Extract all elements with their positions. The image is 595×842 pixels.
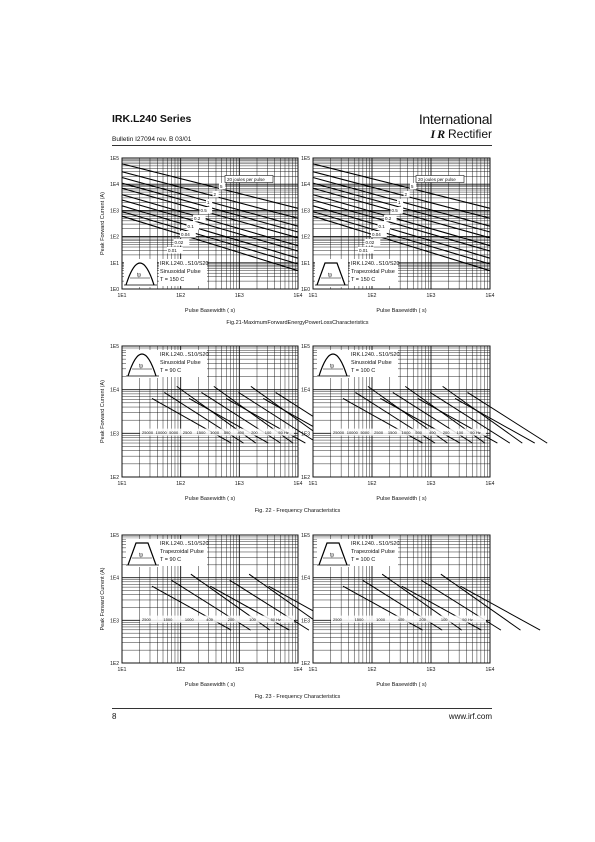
x-tick-label: 1E2 xyxy=(367,481,377,487)
x-tick-label: 1E1 xyxy=(308,481,318,487)
website-link[interactable]: www.irf.com xyxy=(448,712,492,721)
x-tick-label: 1E2 xyxy=(176,667,186,673)
frequency-label: 5000 xyxy=(169,430,179,436)
frequency-label: 50 Hz xyxy=(270,617,282,623)
x-tick-label: 1E4 xyxy=(293,667,303,673)
frequency-label: 400 xyxy=(237,430,245,436)
pulse-waveform-icon xyxy=(126,539,159,567)
y-tick-label: 1E3 xyxy=(301,618,310,625)
y-tick-label: 1E0 xyxy=(301,287,310,293)
y-tick-label: 1E4 xyxy=(301,387,310,394)
frequency-label: 2500 xyxy=(182,430,192,436)
annotation-text: T = 90 C xyxy=(160,557,182,563)
x-tick-label: 1E3 xyxy=(234,667,244,673)
x-tick-label: 1E1 xyxy=(117,481,127,487)
frequency-label: 1000 xyxy=(376,617,386,623)
x-axis-label: Pulse Basewidth ( s) xyxy=(376,682,427,688)
pulse-label: tp xyxy=(328,272,333,279)
curve-label: 0.1 xyxy=(378,224,385,229)
annotation-text: T = 100 C xyxy=(351,368,376,374)
pulse-label: tp xyxy=(137,272,142,279)
frequency-label: 200 xyxy=(419,617,426,623)
x-tick-label: 1E4 xyxy=(485,481,495,487)
annotation-text: Trapezoidal Pulse xyxy=(160,549,204,555)
brand-name: International xyxy=(418,111,492,127)
annotation-text: Trapezoidal Pulse xyxy=(351,269,395,275)
annotation-text: Sinusoidal Pulse xyxy=(351,360,392,366)
annotation-text: IRK.L240...S10/S20 xyxy=(160,352,209,358)
x-axis-label: Pulse Basewidth ( s) xyxy=(184,496,236,502)
pulse-waveform-icon xyxy=(126,350,159,378)
footer-rule xyxy=(112,708,492,709)
x-axis-label: Pulse Basewidth ( s) xyxy=(184,682,236,688)
curve-label: 0.04 xyxy=(181,232,190,237)
curve-label: 0.01 xyxy=(168,248,177,253)
x-tick-label: 1E1 xyxy=(308,293,318,299)
y-tick-label: 1E4 xyxy=(110,182,119,189)
curve-label: 5 xyxy=(411,184,414,189)
y-tick-label: 1E2 xyxy=(110,661,119,667)
document-title: IRK.L240 Series xyxy=(112,113,192,125)
frequency-label: 25000 xyxy=(142,430,154,436)
chart-4 xyxy=(301,344,547,502)
frequency-label: 500 xyxy=(415,430,423,436)
figure-caption: Fig. 23 - Frequency Characteristics xyxy=(254,694,341,700)
frequency-label: 1500 xyxy=(196,430,206,436)
frequency-label: 5000 xyxy=(360,430,370,436)
pulse-label: tp xyxy=(139,363,144,370)
curve-label: 0.2 xyxy=(194,216,201,221)
x-tick-label: 1E3 xyxy=(426,293,436,299)
annotation-text: IRK.L240...S10/S20 xyxy=(160,261,209,267)
frequency-label: 50 Hz xyxy=(470,430,481,436)
bulletin-number: Bulletin I27094 rev. B 03/01 xyxy=(112,136,192,143)
curve-label: 1 xyxy=(398,200,401,205)
ir-logo: I R xyxy=(430,127,445,141)
x-tick-label: 1E4 xyxy=(293,293,303,299)
curve-label: 0.5 xyxy=(200,208,207,213)
energy-label: 20 joules per pulse xyxy=(227,177,265,182)
x-axis-label: Pulse Basewidth ( s) xyxy=(376,308,427,314)
x-tick-label: 1E3 xyxy=(234,293,244,299)
chart-5 xyxy=(110,533,348,688)
curve-label: 0.5 xyxy=(391,208,398,213)
y-tick-label: 1E1 xyxy=(110,260,119,267)
y-tick-label: 1E2 xyxy=(110,234,119,241)
pulse-waveform-icon xyxy=(317,350,350,378)
annotation-text: Sinusoidal Pulse xyxy=(160,269,201,275)
y-tick-label: 1E4 xyxy=(110,387,119,394)
x-tick-label: 1E4 xyxy=(293,481,303,487)
y-tick-label: 1E2 xyxy=(301,661,310,667)
y-axis-label: Peak Forward Current (A) xyxy=(100,192,106,255)
frequency-label: 200 xyxy=(227,617,235,623)
frequency-label: 100 xyxy=(456,430,464,436)
frequency-label: 1000 xyxy=(210,430,220,436)
annotation-text: Trapezoidal Pulse xyxy=(351,549,395,555)
annotation-text: Sinusoidal Pulse xyxy=(160,360,201,366)
frequency-label: 2500 xyxy=(374,430,384,436)
frequency-label: 1500 xyxy=(354,617,364,623)
annotation-text: IRK.L240...S10/S20 xyxy=(351,541,400,547)
y-tick-label: 1E5 xyxy=(301,344,310,350)
pulse-waveform-icon xyxy=(315,259,348,287)
y-tick-label: 1E0 xyxy=(110,287,119,293)
page-number: 8 xyxy=(112,712,117,721)
frequency-label: 50 Hz xyxy=(462,617,473,623)
y-tick-label: 1E2 xyxy=(110,475,119,481)
y-tick-label: 1E5 xyxy=(301,533,310,539)
frequency-label: 1500 xyxy=(163,617,173,623)
y-tick-label: 1E3 xyxy=(301,431,310,438)
frequency-label: 100 xyxy=(249,617,256,623)
frequency-label: 200 xyxy=(442,430,450,436)
pulse-label: tp xyxy=(330,363,335,370)
annotation-text: T = 150 C xyxy=(160,277,185,283)
x-tick-label: 1E1 xyxy=(117,293,127,299)
x-tick-label: 1E4 xyxy=(485,667,495,673)
frequency-label: 2500 xyxy=(333,617,342,623)
curve-label: 0.02 xyxy=(174,240,184,245)
frequency-label: 200 xyxy=(251,430,258,436)
x-axis-label: Pulse Basewidth ( s) xyxy=(184,308,236,314)
frequency-label: 10000 xyxy=(346,430,358,436)
x-tick-label: 1E3 xyxy=(234,481,244,487)
frequency-label: 400 xyxy=(206,617,213,623)
y-tick-label: 1E3 xyxy=(110,618,119,625)
y-tick-label: 1E5 xyxy=(110,533,119,539)
x-tick-label: 1E1 xyxy=(308,667,318,673)
frequency-label: 10000 xyxy=(155,430,167,436)
chart-6 xyxy=(301,533,540,688)
y-axis-label: Peak Forward Current (A) xyxy=(100,567,106,631)
x-tick-label: 1E3 xyxy=(426,667,436,673)
y-tick-label: 1E4 xyxy=(110,575,119,582)
frequency-label: 500 xyxy=(223,430,231,436)
frequency-label: 2500 xyxy=(142,617,151,623)
frequency-label: 25000 xyxy=(333,430,345,436)
x-tick-label: 1E4 xyxy=(485,293,495,299)
annotation-text: T = 150 C xyxy=(351,277,376,283)
curve-label: 0.1 xyxy=(187,224,194,229)
pulse-waveform-icon xyxy=(124,259,157,287)
curve-label: 5 xyxy=(220,184,223,189)
y-tick-label: 1E3 xyxy=(301,208,310,215)
curve-label: 2 xyxy=(404,192,408,197)
frequency-label: 1000 xyxy=(401,430,411,436)
x-tick-label: 1E2 xyxy=(176,293,186,299)
x-axis-label: Pulse Basewidth ( s) xyxy=(376,496,427,502)
y-tick-label: 1E2 xyxy=(301,475,310,481)
y-tick-label: 1E3 xyxy=(110,431,119,438)
brand-subtitle: Rectifier xyxy=(447,127,492,141)
figure-caption: Fig.21-MaximumForwardEnergyPowerLossCharacteristics xyxy=(226,320,369,326)
frequency-label: 400 xyxy=(429,430,436,436)
annotation-text: IRK.L240...S10/S20 xyxy=(160,541,209,547)
y-tick-label: 1E5 xyxy=(110,156,119,162)
annotation-text: IRK.L240...S10/S20 xyxy=(351,352,400,358)
y-tick-label: 1E1 xyxy=(301,260,310,267)
curve-label: 0.2 xyxy=(385,216,392,221)
y-tick-label: 1E4 xyxy=(301,182,310,189)
frequency-label: 100 xyxy=(264,430,272,436)
chart-2 xyxy=(301,156,495,314)
y-tick-label: 1E4 xyxy=(301,575,310,582)
chart-1 xyxy=(110,156,303,314)
pulse-label: tp xyxy=(330,552,335,559)
frequency-label: 400 xyxy=(397,617,405,623)
pulse-waveform-icon xyxy=(317,539,350,567)
curve-label: 1 xyxy=(207,200,210,205)
energy-label: 20 joules per pulse xyxy=(418,177,456,182)
frequency-label: 50 Hz xyxy=(278,430,289,436)
x-tick-label: 1E2 xyxy=(176,481,186,487)
annotation-text: IRK.L240...S10/S20 xyxy=(351,261,400,267)
figure-caption: Fig. 22 - Frequency Characteristics xyxy=(254,508,341,514)
curve-label: 0.01 xyxy=(359,248,368,253)
y-tick-label: 1E5 xyxy=(110,344,119,350)
y-tick-label: 1E3 xyxy=(110,208,119,215)
frequency-label: 1000 xyxy=(184,617,194,623)
curve-label: 2 xyxy=(213,192,217,197)
frequency-label: 1500 xyxy=(387,430,397,436)
annotation-text: T = 100 C xyxy=(351,557,376,563)
y-axis-label: Peak Forward Current (A) xyxy=(100,380,106,443)
y-tick-label: 1E2 xyxy=(301,234,310,241)
y-tick-label: 1E5 xyxy=(301,156,310,162)
curve-label: 0.04 xyxy=(372,232,381,237)
x-tick-label: 1E3 xyxy=(426,481,436,487)
x-tick-label: 1E1 xyxy=(117,667,127,673)
x-tick-label: 1E2 xyxy=(367,667,377,673)
curve-label: 0.02 xyxy=(365,240,375,245)
x-tick-label: 1E2 xyxy=(367,293,377,299)
pulse-label: tp xyxy=(139,552,144,559)
frequency-label: 100 xyxy=(440,617,448,623)
annotation-text: T = 90 C xyxy=(160,368,182,374)
